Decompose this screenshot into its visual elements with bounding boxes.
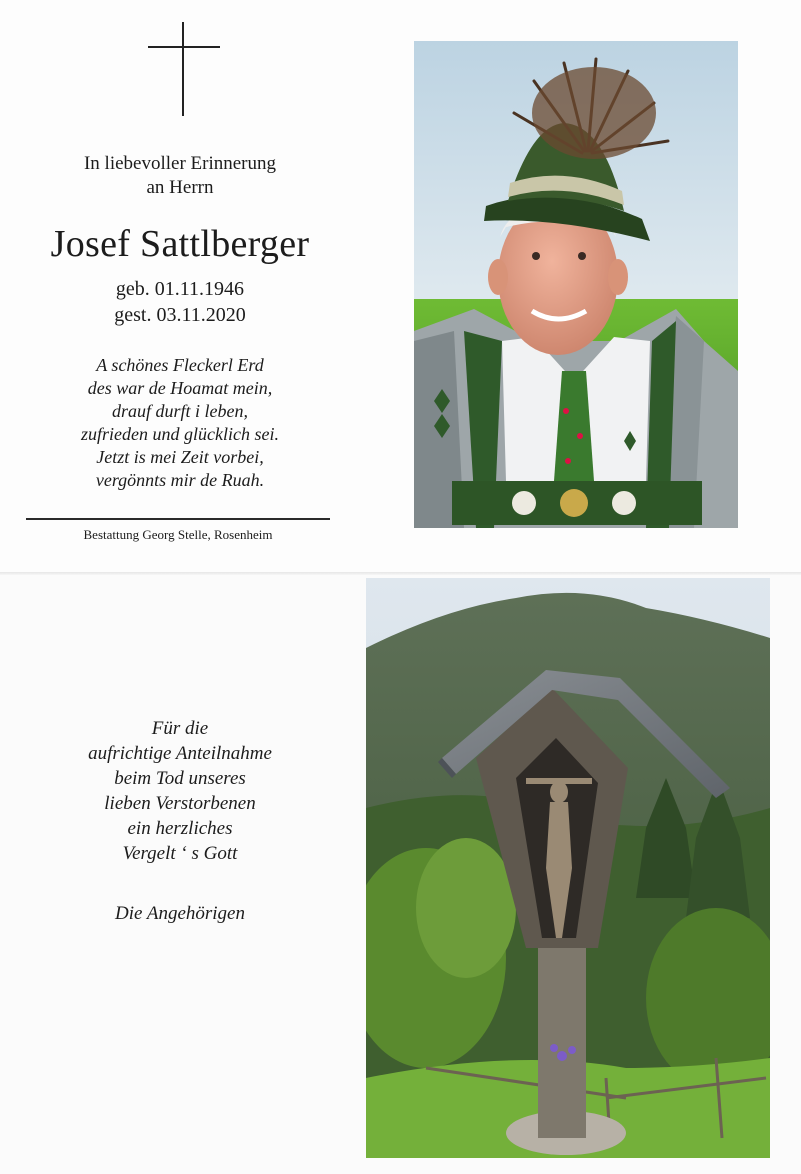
undertaker-credit: Bestattung Georg Stelle, Rosenheim: [83, 527, 273, 542]
portrait-photo: [414, 41, 738, 528]
fold-line: [0, 572, 801, 575]
intro-line-2: an Herrn: [146, 177, 214, 198]
thank-you-text: [30, 716, 330, 866]
death-date: gest. 03.11.2020: [114, 304, 246, 326]
poem-line: A schönes Fleckerl Erd: [96, 355, 264, 375]
wayside-crucifix-photo: [366, 578, 770, 1158]
poem-line: zufrieden und glücklich sei.: [81, 424, 279, 444]
thanks-line: Für die: [151, 718, 209, 739]
thanks-line: beim Tod unseres: [114, 768, 246, 789]
intro-line-1: In liebevoller Erinnerung: [83, 153, 277, 174]
family-signoff: Die Angehörigen: [115, 903, 245, 924]
poem-line: Jetzt is mei Zeit vorbei,: [96, 447, 264, 467]
poem-line: drauf durft i leben,: [112, 401, 248, 421]
thanks-line: ein herzliches: [127, 818, 233, 839]
memorial-poem: [30, 354, 330, 492]
thanks-line: aufrichtige Anteilnahme: [88, 743, 272, 764]
divider: [26, 518, 330, 520]
deceased-name: Josef Sattlberger: [50, 223, 310, 265]
thanks-line: lieben Verstorbenen: [104, 793, 256, 814]
thanks-line: Vergelt ‘ s Gott: [122, 843, 238, 864]
poem-line: des war de Hoamat mein,: [87, 378, 273, 398]
life-dates: [30, 276, 330, 328]
birth-date: geb. 01.11.1946: [115, 278, 245, 300]
cross-icon: [148, 22, 220, 116]
poem-line: vergönnts mir de Ruah.: [95, 470, 265, 490]
intro-text: [30, 152, 330, 200]
